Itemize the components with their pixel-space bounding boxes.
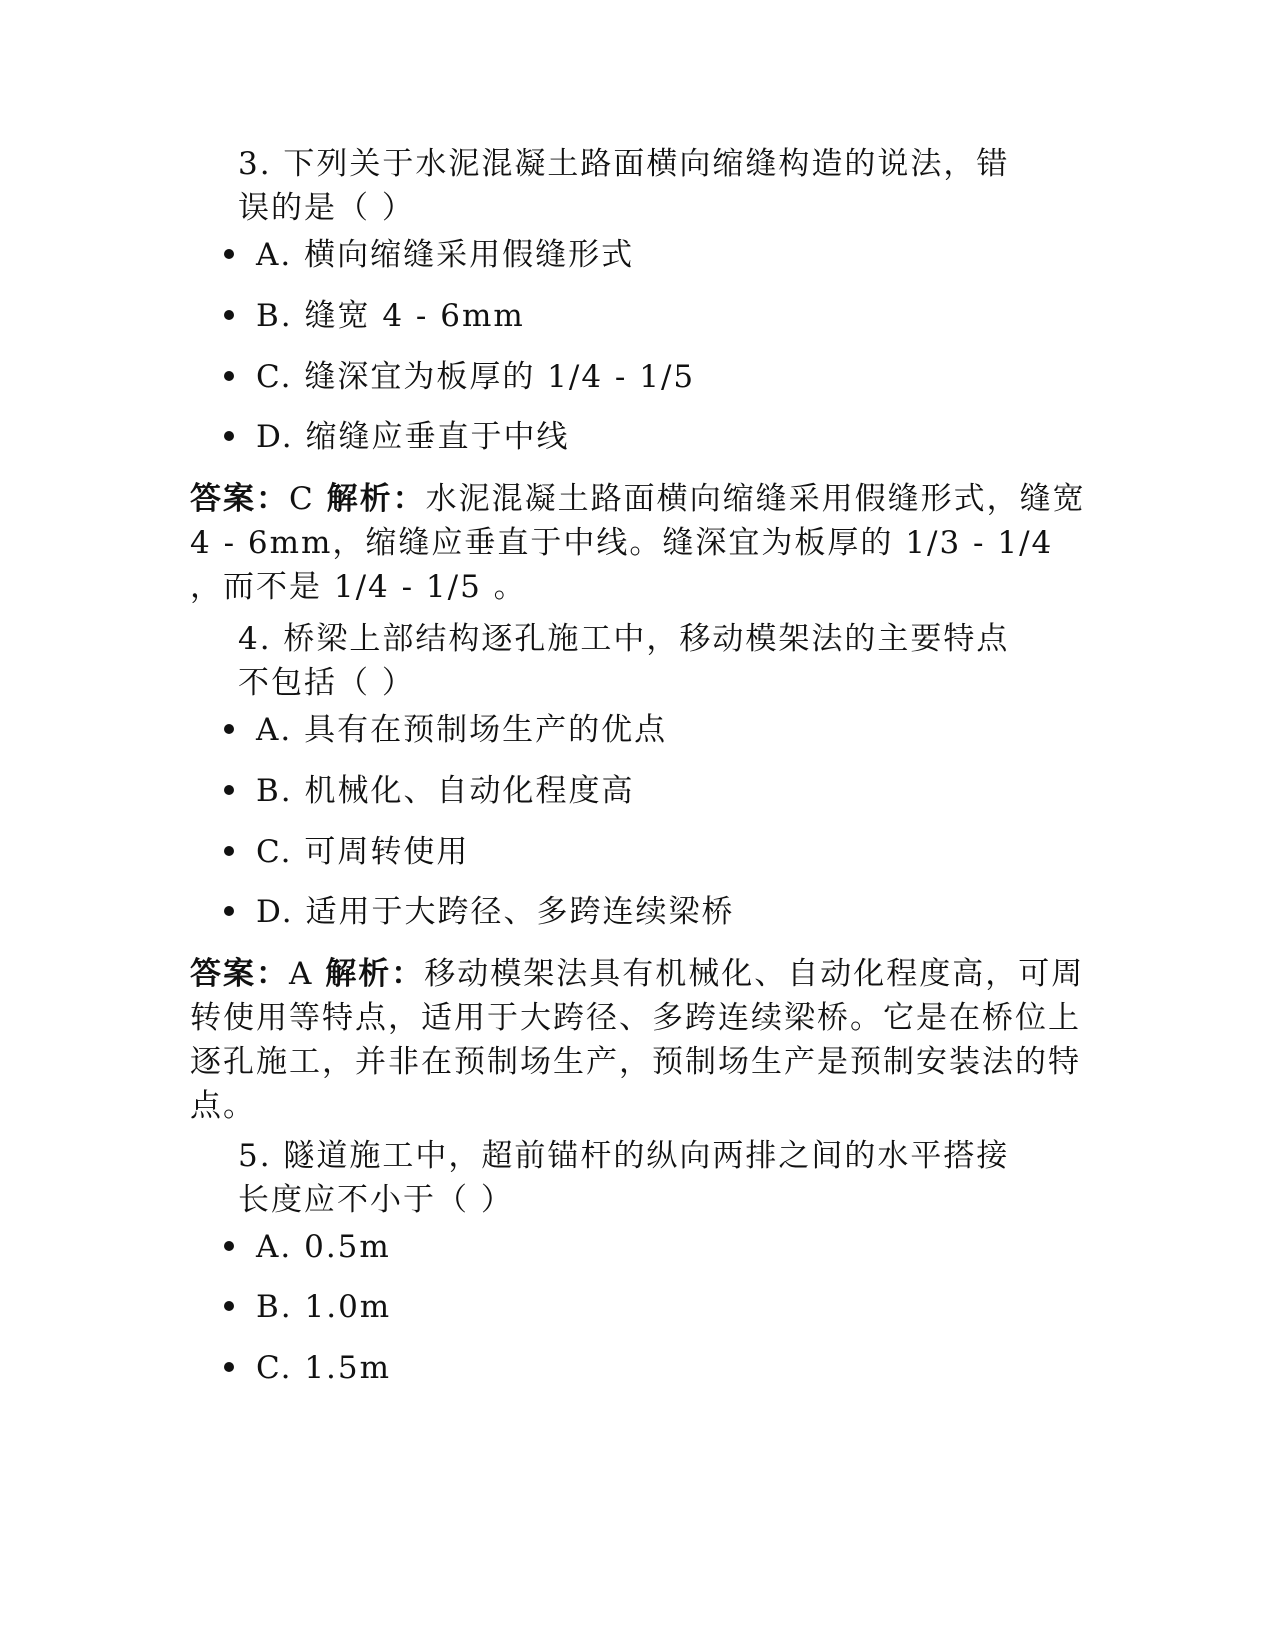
bullet-icon bbox=[224, 1362, 234, 1372]
option-text: B. 1.0m bbox=[256, 1289, 392, 1325]
option-text: A. 0.5m bbox=[256, 1229, 391, 1265]
answer-value: A bbox=[289, 956, 314, 992]
bullet-icon bbox=[224, 249, 234, 259]
option-text: B. 机械化、自动化程度高 bbox=[256, 773, 635, 809]
answer-label: 答案 bbox=[190, 956, 256, 992]
question-3-answer: 答案：C 解析：水泥混凝土路面横向缩缝采用假缝形式，缝宽 4 - 6mm，缩缝应垂直于中线。缝深宜为板厚的 1/3 - 1/4 ，而不是 1/4 - 1/5 。 bbox=[190, 481, 1086, 605]
option-text: D. 适用于大跨径、多跨连续梁桥 bbox=[256, 894, 735, 930]
question-3-option-a bbox=[224, 233, 634, 277]
question-4-option-c bbox=[224, 830, 469, 874]
bullet-icon bbox=[224, 1241, 234, 1251]
bullet-icon bbox=[224, 724, 234, 734]
answer-label: 答案 bbox=[190, 481, 256, 517]
option-text: D. 缩缝应垂直于中线 bbox=[256, 419, 570, 455]
option-text: C. 可周转使用 bbox=[256, 834, 470, 870]
question-5-option-b bbox=[224, 1285, 391, 1329]
question-4-option-d bbox=[224, 890, 734, 934]
bullet-icon bbox=[224, 846, 234, 856]
question-5-option-c bbox=[224, 1346, 391, 1390]
question-5-option-a bbox=[224, 1225, 391, 1269]
bullet-icon bbox=[224, 431, 234, 441]
question-5-title: 5. 隧道施工中，超前锚杆的纵向两排之间的水平搭接长度应不小于（ ） bbox=[238, 1138, 1010, 1218]
option-text: C. 缝深宜为板厚的 1/4 - 1/5 bbox=[256, 359, 696, 395]
bullet-icon bbox=[224, 1301, 234, 1311]
question-4-title: 4. 桥梁上部结构逐孔施工中，移动模架法的主要特点不包括（ ） bbox=[238, 621, 1010, 701]
option-text: A. 具有在预制场生产的优点 bbox=[256, 712, 668, 748]
question-3-title: 3. 下列关于水泥混凝土路面横向缩缝构造的说法，错误的是（ ） bbox=[238, 146, 1010, 226]
question-4-option-b bbox=[224, 769, 635, 813]
option-text: A. 横向缩缝采用假缝形式 bbox=[256, 237, 635, 273]
question-4-option-a bbox=[224, 708, 667, 752]
question-3-option-d bbox=[224, 415, 569, 459]
option-text: C. 1.5m bbox=[256, 1350, 392, 1386]
question-4-answer: 答案：A 解析：移动模架法具有机械化、自动化程度高，可周转使用等特点，适用于大跨径、多跨连续梁桥。它是在桥位上逐孔施工，并非在预制场生产，预制场生产是预制安装法的特点。 bbox=[190, 956, 1085, 1124]
answer-value: C bbox=[289, 481, 315, 517]
question-3-option-c bbox=[224, 355, 695, 399]
question-3-option-b bbox=[224, 294, 525, 338]
analysis-label: 解析 bbox=[326, 481, 393, 517]
analysis-text: 水泥混凝土路面横向缩缝采用假缝形式，缝宽 4 - 6mm，缩缝应垂直于中线。缝深宜为板厚的 1/3 - 1/4 ，而不是 1/4 - 1/5 。 bbox=[190, 481, 1086, 605]
analysis-label: 解析 bbox=[325, 956, 392, 992]
bullet-icon bbox=[224, 785, 234, 795]
bullet-icon bbox=[224, 371, 234, 381]
analysis-text: 移动模架法具有机械化、自动化程度高，可周转使用等特点，适用于大跨径、多跨连续梁桥。它是在桥位上逐孔施工，并非在预制场生产，预制场生产是预制安装法的特点。 bbox=[190, 956, 1085, 1124]
option-text: B. 缝宽 4 - 6mm bbox=[256, 298, 525, 334]
bullet-icon bbox=[224, 310, 234, 320]
bullet-icon bbox=[224, 906, 234, 916]
